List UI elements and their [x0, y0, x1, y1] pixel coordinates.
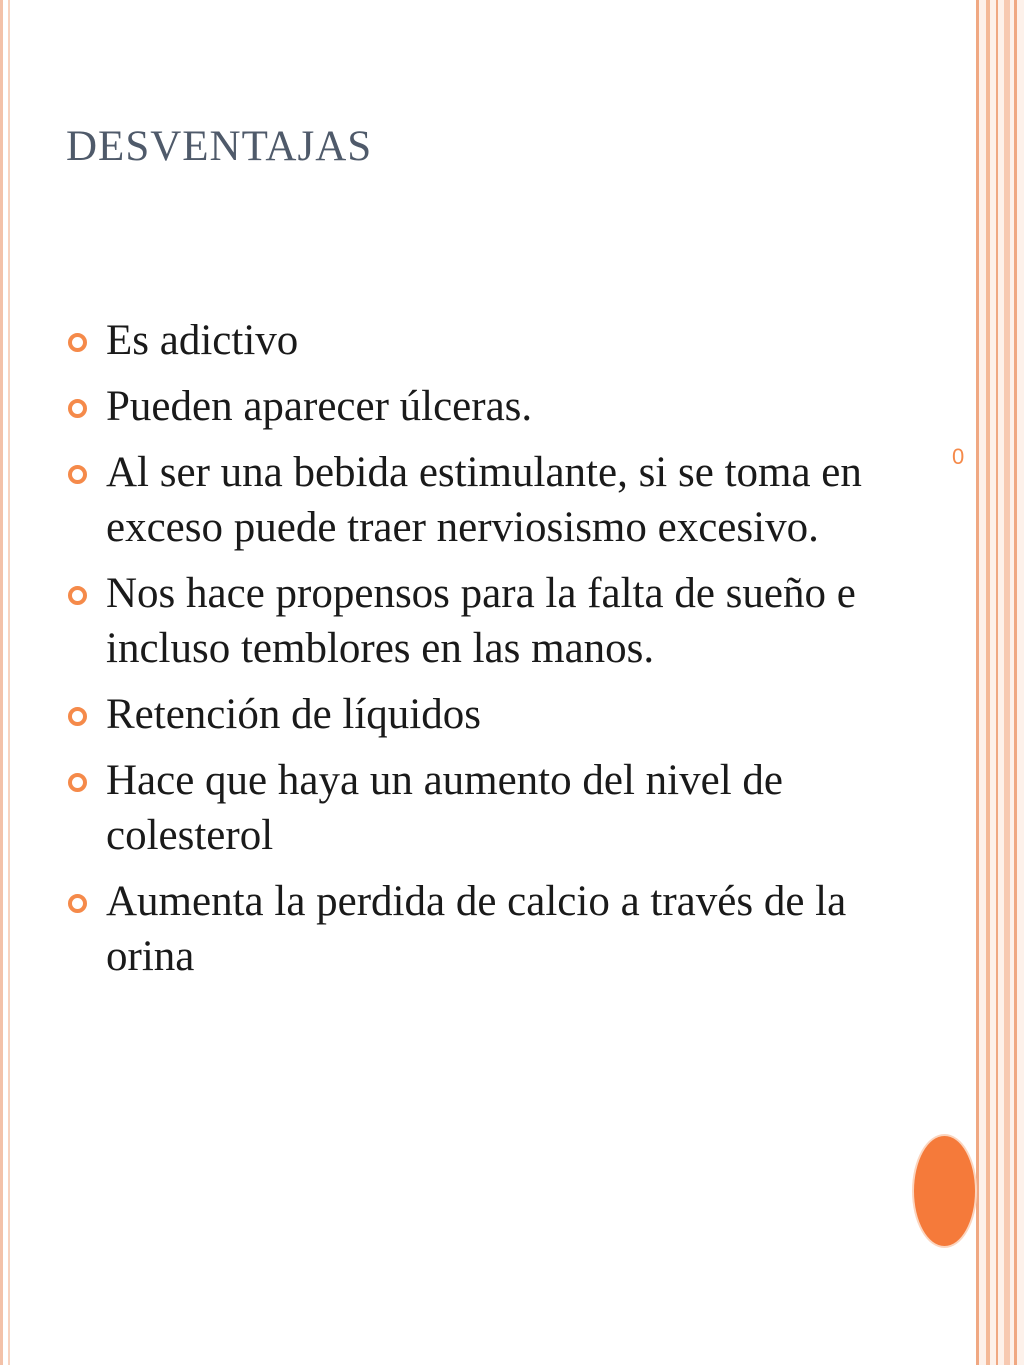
right-border-line	[996, 0, 998, 1365]
bullet-text: Nos hace propensos para la falta de sueño e incluso temblores en las manos.	[106, 570, 856, 672]
circle-bullet-icon	[68, 465, 87, 484]
right-border-line	[976, 0, 979, 1365]
bullet-text: Pueden aparecer úlceras.	[106, 383, 533, 430]
bullet-text: Es adictivo	[106, 317, 299, 364]
bullet-text: Retención de líquidos	[106, 691, 481, 738]
bullet-item	[66, 753, 916, 863]
circle-bullet-icon	[68, 773, 87, 792]
slide-title: DESVENTAJAS	[66, 123, 373, 170]
circle-bullet-icon	[68, 586, 87, 605]
left-border-line	[0, 0, 3, 1365]
bullet-item	[66, 687, 916, 742]
bullet-item	[66, 313, 916, 368]
bullet-item	[66, 566, 916, 676]
right-border-line	[1004, 0, 1010, 1365]
right-border-line	[1014, 0, 1017, 1365]
slide-number: 0	[952, 444, 965, 469]
circle-bullet-icon	[68, 399, 87, 418]
circle-bullet-icon	[68, 333, 87, 352]
bullet-list	[66, 313, 916, 995]
bullet-item	[66, 874, 916, 984]
circle-bullet-icon	[68, 894, 87, 913]
right-border-line	[986, 0, 990, 1365]
bullet-text: Al ser una bebida estimulante, si se toma en exceso puede traer nerviosismo excesivo.	[106, 449, 862, 551]
bullet-item	[66, 445, 916, 555]
bullet-item	[66, 379, 916, 434]
circle-bullet-icon	[68, 707, 87, 726]
decorative-oval	[914, 1136, 975, 1246]
left-border-line-inner	[8, 0, 10, 1365]
bullet-text: Aumenta la perdida de calcio a través de la orina	[106, 878, 847, 980]
bullet-text: Hace que haya un aumento del nivel de colesterol	[106, 757, 783, 859]
